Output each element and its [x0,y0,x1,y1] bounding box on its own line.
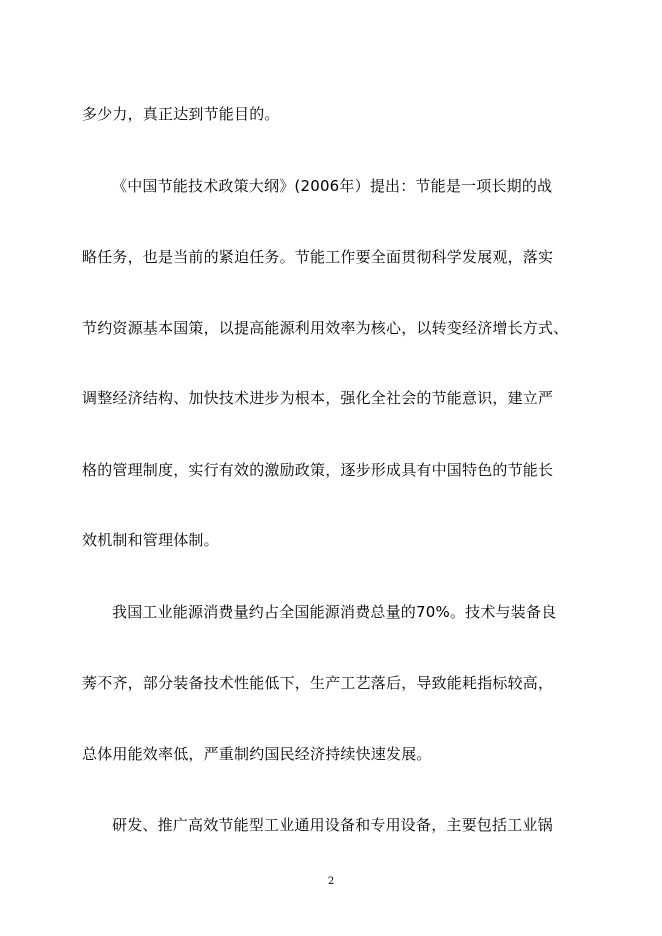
page-number: 2 [327,876,335,887]
paragraph-2-line-1: 《中国节能技术政策大纲》(2006年）提出：节能是一项长期的战 [112,177,553,195]
paragraph-2-line-4: 调整经济结构、加快技术进步为根本，强化全社会的节能意识，建立严 [82,389,554,407]
paragraph-2-line-6: 效机制和管理体制。 [82,531,219,549]
paragraph-2-line-5: 格的管理制度，实行有效的激励政策，逐步形成具有中国特色的节能长 [82,461,554,479]
paragraph-3-line-3: 总体用能效率低，严重制约国民经济持续快速发展。 [82,745,432,763]
paragraph-2-line-2: 略任务，也是当前的紧迫任务。节能工作要全面贯彻科学发展观，落实 [82,248,554,266]
paragraph-2-line-3: 节约资源基本国策，以提高能源利用效率为核心，以转变经济增长方式、 [82,319,569,337]
paragraph-3-line-2: 莠不齐，部分装备技术性能低下，生产工艺落后，导致能耗指标较高， [82,674,554,692]
paragraph-4-line-1: 研发、推广高效节能型工业通用设备和专用设备，主要包括工业锅 [112,816,553,834]
paragraph-1-line-1: 多少力，真正达到节能目的。 [82,105,280,123]
paragraph-3-line-1: 我国工业能源消费量约占全国能源消费总量的70%。技术与装备良 [112,603,557,621]
